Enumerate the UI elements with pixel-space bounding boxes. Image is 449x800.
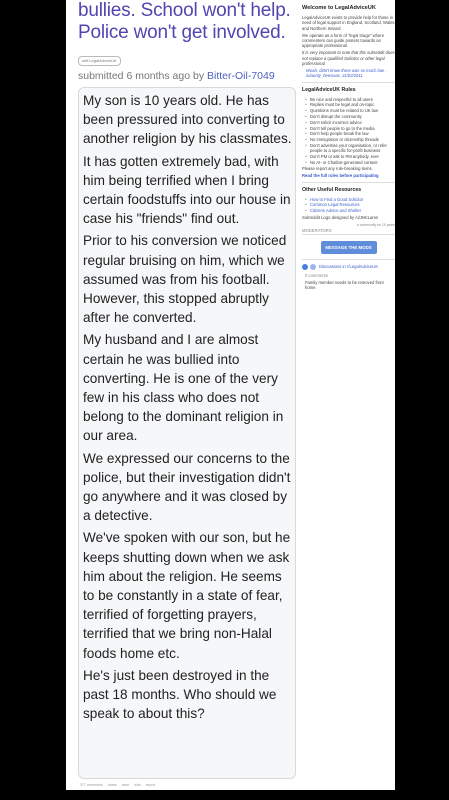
rule-item[interactable]: • Questions must be related to UK law [305, 108, 378, 114]
rule-text: No AI- or Chatbot-generated content [310, 159, 378, 165]
post-paragraph: We've spoken with our son, but he keeps shutting down when we ask him about the religion. He seems to be constantly in a state of fear, terrified of forgetting prayers, terrified that we bring non-Halal foods home etc. [83, 530, 291, 661]
community-meta: a community for 15 years [356, 222, 395, 227]
discussion-meta: 0 comments [305, 273, 328, 279]
sidebar-triage: We operate as a form of "legal triage" where commenters can guide posters towards an appropriate professional. [302, 32, 385, 49]
rule-item[interactable]: • Don't disrupt the community [305, 114, 362, 120]
submitted-prefix: submitted 6 months ago by [78, 70, 207, 82]
rule-item[interactable]: • No AI- or Chatbot-generated content [305, 159, 378, 165]
sidebar [302, 0, 395, 790]
sidebar-disclaimer: It is very important to note that this subreddit does not replace a qualified Solicitor or other legal professional. [302, 50, 395, 66]
sidebar-divider [302, 82, 395, 83]
moderators-label: MODERATORS [302, 228, 395, 235]
rule-item[interactable]: • No immigration or citizenship threads [305, 137, 379, 143]
comments-link[interactable]: 377 comments [80, 783, 103, 787]
rules-title: LegalAdviceUK Rules [302, 87, 356, 94]
rule-text: Don't PM or ask to PM anybody, ever [310, 154, 379, 160]
sidebar-divider [302, 259, 395, 260]
subreddit-icon [310, 264, 316, 270]
rule-text: Don't disrupt the community [310, 114, 362, 120]
resource-link[interactable]: How to Find a Good Solicitor [310, 196, 364, 202]
author-link[interactable]: Bitter-Oil-7049 [207, 70, 275, 82]
rule-text: Replies must be legal and on-topic [310, 102, 375, 108]
rule-text: No immigration or citizenship threads [310, 137, 379, 143]
resource-item[interactable]: • Common Legal Resources [305, 202, 360, 208]
resource-item[interactable]: • How to Find a Good Solicitor [305, 196, 364, 202]
rule-text: Don't advertise your organisation, or refer people to a specific for-profit business [310, 143, 387, 154]
rule-item[interactable]: • Be nice and respectful to all users [305, 96, 373, 102]
sidebar-quote: Woah, didn't know there was so much law. - /u/aunty_beeswax, 21/02/2011 [306, 68, 388, 79]
resource-link[interactable]: Citizens Advice and Shelter [310, 208, 361, 214]
report-link[interactable]: report [145, 783, 155, 787]
rule-text: Questions must be related to UK law [310, 108, 378, 114]
save-link[interactable]: save [121, 783, 130, 787]
rule-text: Don't help people break the law [310, 131, 369, 137]
post-body [78, 87, 296, 779]
post-paragraph: He's just been destroyed in the past 18 months. Who should we speak to about this? [83, 667, 277, 722]
post-flair: self.LegalAdviceUK [78, 56, 121, 66]
discussion-header[interactable] [302, 264, 395, 270]
sidebar-intro: LegalAdviceUK exists to provide help for those in need of legal support in England, Scotland, Wales and Northern Ireland. [302, 15, 395, 31]
rules-link[interactable]: Read the full rules before participating [302, 173, 379, 179]
report-note: Please report any rule-breaking items. [302, 166, 373, 172]
hide-link[interactable]: hide [134, 783, 141, 787]
rule-text: Don't solicit incorrect advice [310, 119, 362, 125]
rule-item[interactable]: • Don't PM or ask to PM anybody, ever [305, 154, 379, 160]
post-title[interactable]: bullies. School won't help. Police won't get involved. [78, 0, 291, 43]
sidebar-divider [302, 182, 395, 183]
post-paragraph: We expressed our concerns to the police, but their investigation didn't go anywhere and it was closed by a detective. [83, 450, 291, 524]
sidebar-welcome-title: Welcome to LegalAdviceUK [302, 5, 376, 11]
resources-title: Other Useful Resources [302, 187, 362, 194]
resource-link[interactable]: Common Legal Resources [310, 202, 360, 208]
share-link[interactable]: share [107, 783, 117, 787]
resource-item[interactable]: • Citizens Advice and Shelter [305, 208, 361, 214]
post-footer-links [80, 783, 159, 787]
post-paragraph: My son is 10 years old. He has been pressured into converting to another religion by his classmates. [83, 93, 292, 147]
post-paragraph: My husband and I are almost certain he was bullied into converting. He is one of the very few in his class who does not belong to the dominant religion in our area. [83, 332, 284, 444]
discussion-text[interactable]: Family member needs to be removed from home. [305, 280, 384, 291]
submitted-line [78, 70, 275, 82]
discussion-icon [302, 264, 308, 270]
rule-item[interactable]: • Don't help people break the law [305, 131, 369, 137]
rule-item[interactable]: • Replies must be legal and on-topic [305, 102, 375, 108]
message-mods-button[interactable]: MESSAGE THE MODS [321, 241, 377, 254]
reddit-page [66, 0, 395, 790]
rule-item[interactable]: • Don't tell people to go to the media [305, 125, 375, 131]
rule-text: Don't tell people to go to the media [310, 125, 375, 131]
discussion-link[interactable]: Discussions in r/LegalAdviceUK [319, 264, 379, 270]
rule-text: Be nice and respectful to all users [310, 96, 373, 102]
post-paragraph: It has gotten extremely bad, with him being terrified when I bring certain foodstuffs into our house in case his "friends" find out. [83, 153, 291, 227]
logo-credit: Subreddit Logo designed by /u/JMcLaren [302, 215, 379, 221]
post-paragraph: Prior to his conversion we noticed regular bruising on him, which we assumed was from his football. However, this stopped abruptly after he converted. [83, 233, 287, 326]
rule-item[interactable]: • Don't solicit incorrect advice [305, 119, 362, 125]
rule-item[interactable]: • Don't advertise your organisation, or refer people to a specific for-profit business [302, 143, 395, 153]
